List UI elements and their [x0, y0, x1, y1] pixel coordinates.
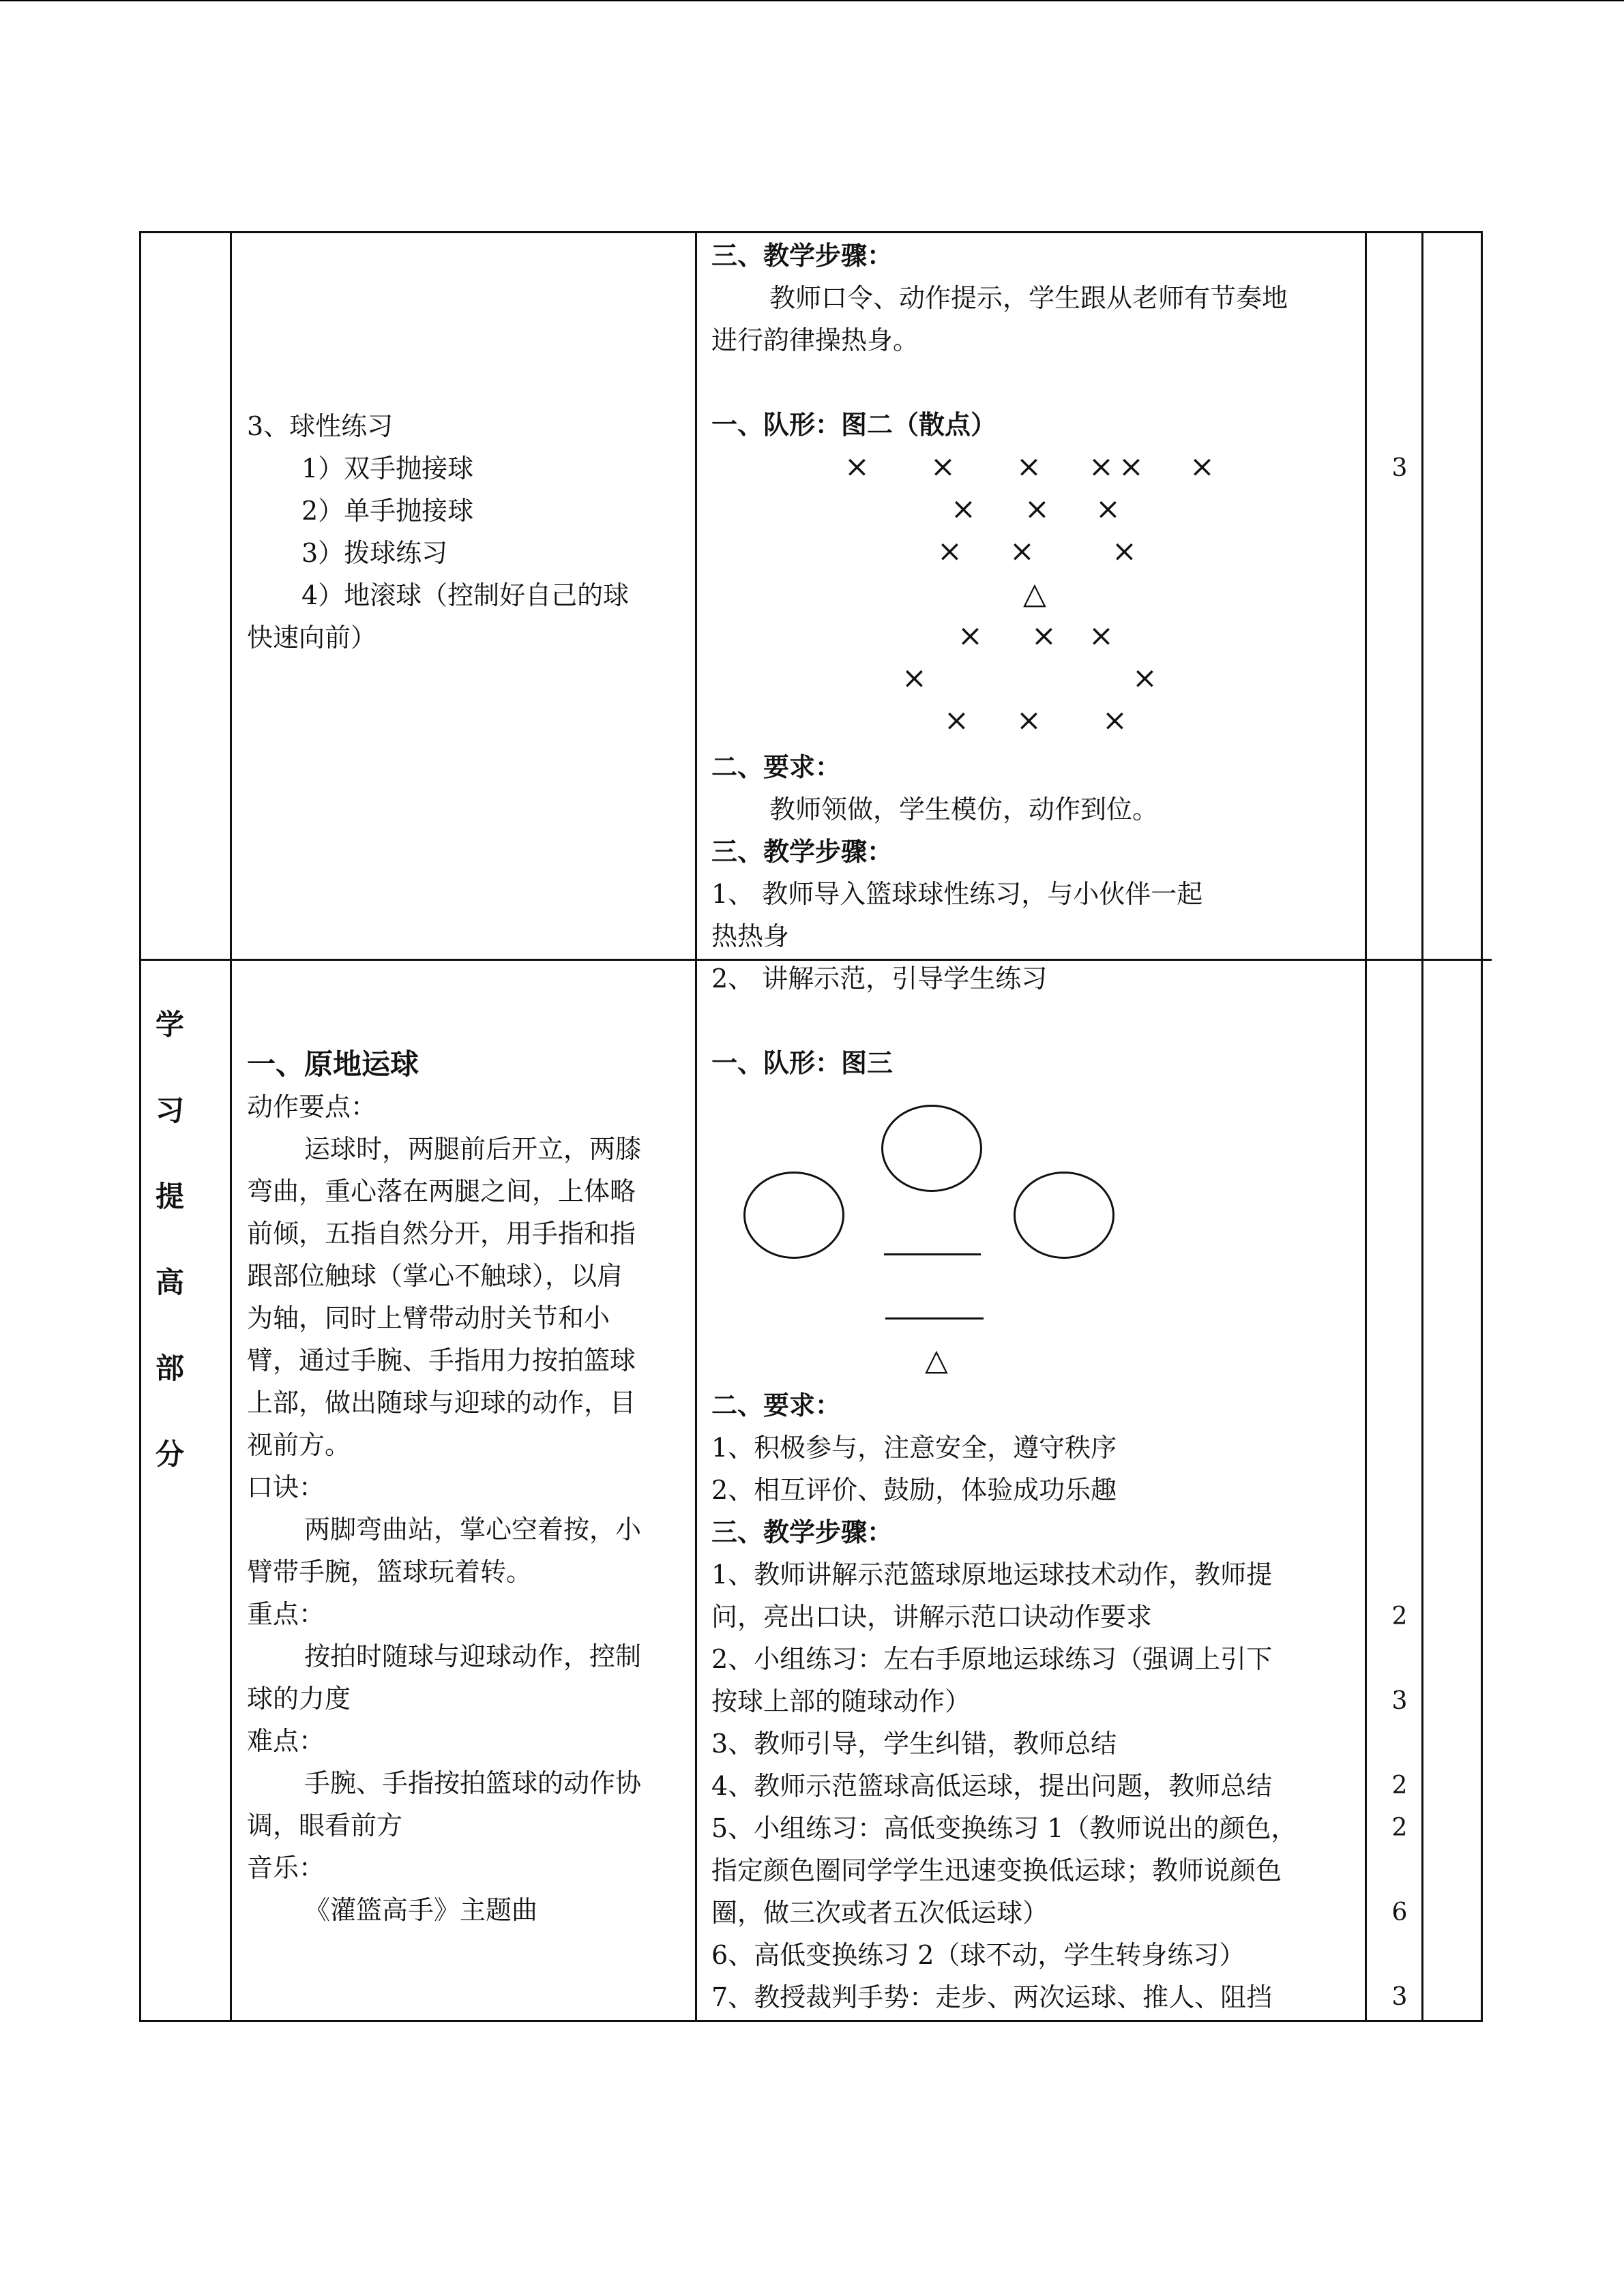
time-value: 2 [1391, 1602, 1408, 1630]
student-mark: × [1112, 534, 1137, 569]
formation-heading: 一、队形：图三 [711, 1047, 894, 1078]
col-divider-1 [230, 231, 232, 2022]
phase-char: 提 [156, 1180, 185, 1213]
teaching-step: 1、 教师导入篮球球性练习，与小伙伴一起 [711, 879, 1203, 909]
phase-char: 高 [156, 1266, 185, 1299]
ball-practice-item: 2）单手抛接球 [301, 496, 474, 526]
phase-char: 部 [156, 1352, 185, 1385]
content-line: 上部，做出随球与迎球的动作，目 [247, 1388, 636, 1418]
content-line: 动作要点： [247, 1092, 377, 1122]
time-value: 2 [1391, 1772, 1408, 1800]
content-line: 前倾，五指自然分开，用手指和指 [247, 1219, 636, 1249]
teaching-step: 问，亮出口诀，讲解示范口诀动作要求 [711, 1602, 1153, 1632]
time-value: 3 [1391, 454, 1408, 482]
table-top-border [139, 231, 1483, 233]
teaching-steps-heading: 三、教学步骤： [711, 240, 894, 271]
student-mark: × [1089, 449, 1114, 484]
teaching-step: 4、教师示范篮球高低运球，提出问题，教师总结 [711, 1771, 1273, 1801]
content-line: 跟部位触球（掌心不触球），以肩 [247, 1261, 623, 1291]
teaching-steps-text: 教师口令、动作提示，学生跟从老师有节奏地 [769, 283, 1288, 313]
content-line: 手腕、手指按拍篮球的动作协 [304, 1768, 642, 1798]
content-line: 运球时，两腿前后开立，两膝 [304, 1134, 642, 1164]
student-mark: × [1009, 534, 1035, 569]
time-value: 6 [1391, 1898, 1408, 1926]
content-line: 视前方。 [247, 1430, 351, 1460]
ball-practice-item: 1）双手抛接球 [301, 453, 474, 483]
teaching-step: 热热身 [711, 921, 790, 951]
col-divider-2 [695, 231, 697, 2022]
group-circle [743, 1172, 844, 1259]
student-mark: × [1089, 618, 1114, 653]
dribbling-title: 一、原地运球 [247, 1047, 419, 1081]
teaching-step: 3、教师引导，学生纠错，教师总结 [711, 1729, 1117, 1759]
content-line: 臂带手腕，篮球玩着转。 [247, 1557, 533, 1587]
requirements-text: 教师领做，学生模仿，动作到位。 [769, 794, 1159, 824]
formation-heading: 一、队形：图二（散点） [711, 409, 997, 440]
student-mark: × [1119, 449, 1144, 484]
student-mark: × [1031, 618, 1057, 653]
teaching-step: 2、小组练习：左右手原地运球练习（强调上引下 [711, 1644, 1273, 1674]
phase-char: 学 [156, 1008, 185, 1041]
content-line: 两脚弯曲站，掌心空着按，小 [304, 1515, 642, 1545]
teaching-steps-heading: 三、教学步骤： [711, 1517, 894, 1547]
teacher-mark: △ [925, 1343, 948, 1377]
teaching-step: 6、高低变换练习 2（球不动，学生转身练习） [711, 1940, 1245, 1970]
ball-practice-item: 4）地滚球（控制好自己的球 [301, 580, 630, 610]
content-line: 弯曲，重心落在两腿之间，上体略 [247, 1176, 636, 1206]
student-mark: × [844, 449, 870, 484]
requirements-heading: 二、要求： [711, 751, 842, 782]
phase-char: 习 [156, 1094, 185, 1127]
group-circle [1014, 1172, 1114, 1259]
table-bottom-border [139, 2020, 1483, 2022]
ball-practice-item-cont: 快速向前） [247, 623, 377, 653]
student-mark: × [951, 492, 976, 526]
teaching-step: 指定颜色圈同学学生迅速变换低运球；教师说颜色 [711, 1855, 1282, 1885]
col-divider-4 [1421, 231, 1423, 2022]
teaching-step: 圈，做三次或者五次低运球） [711, 1898, 1049, 1928]
student-mark: × [1016, 703, 1042, 738]
ball-practice-item: 3）拨球练习 [301, 538, 448, 568]
requirement-item: 1、积极参与，注意安全，遵守秩序 [711, 1433, 1117, 1463]
content-line: 调，眼看前方 [247, 1810, 403, 1840]
page-top-border [0, 0, 1624, 1]
content-line: 重点： [247, 1599, 325, 1629]
content-line: 《灌篮高手》主题曲 [304, 1895, 538, 1925]
student-mark: × [1102, 703, 1127, 738]
student-mark: × [902, 661, 927, 696]
col-divider-3 [1365, 231, 1367, 2022]
student-mark: × [1024, 492, 1050, 526]
student-mark: × [1132, 661, 1157, 696]
student-mark: × [1095, 492, 1121, 526]
teaching-step: 按球上部的随球动作） [711, 1686, 971, 1716]
table-right-border [1481, 231, 1483, 2022]
content-line: 音乐： [247, 1853, 325, 1883]
teaching-steps-text: 进行韵律操热身。 [711, 325, 919, 355]
line-marker [884, 1253, 981, 1255]
content-line: 臂，通过手腕、手指用力按拍篮球 [247, 1345, 636, 1375]
requirements-heading: 二、要求： [711, 1390, 842, 1420]
teaching-step: 1、教师讲解示范篮球原地运球技术动作，教师提 [711, 1560, 1273, 1590]
line-marker [885, 1317, 984, 1320]
student-mark: × [1016, 449, 1042, 484]
teaching-step: 7、教授裁判手势：走步、两次运球、推人、阻挡 [711, 1982, 1273, 2012]
teacher-mark: △ [1023, 576, 1046, 611]
requirement-item: 2、相互评价、鼓励，体验成功乐趣 [711, 1475, 1117, 1505]
content-line: 难点： [247, 1726, 325, 1756]
student-mark: × [958, 618, 983, 653]
student-mark: × [930, 449, 956, 484]
teaching-step: 5、小组练习：高低变换练习 1（教师说出的颜色， [711, 1813, 1297, 1843]
table-left-border [139, 231, 141, 2022]
time-value: 2 [1391, 1814, 1408, 1842]
time-value: 3 [1391, 1687, 1408, 1715]
ball-practice-title: 3、球性练习 [247, 411, 394, 441]
content-line: 口诀： [247, 1472, 325, 1502]
content-line: 按拍时随球与迎球动作，控制 [304, 1641, 642, 1671]
student-mark: × [1190, 449, 1215, 484]
phase-char: 分 [156, 1437, 185, 1471]
teaching-steps-heading: 三、教学步骤： [711, 836, 894, 867]
content-line: 为轴，同时上臂带动肘关节和小 [247, 1303, 610, 1333]
student-mark: × [937, 534, 962, 569]
group-circle [881, 1105, 982, 1192]
time-value: 3 [1391, 1983, 1408, 2011]
content-line: 球的力度 [247, 1684, 351, 1714]
student-mark: × [944, 703, 969, 738]
teaching-step: 2、 讲解示范，引导学生练习 [711, 964, 1048, 994]
